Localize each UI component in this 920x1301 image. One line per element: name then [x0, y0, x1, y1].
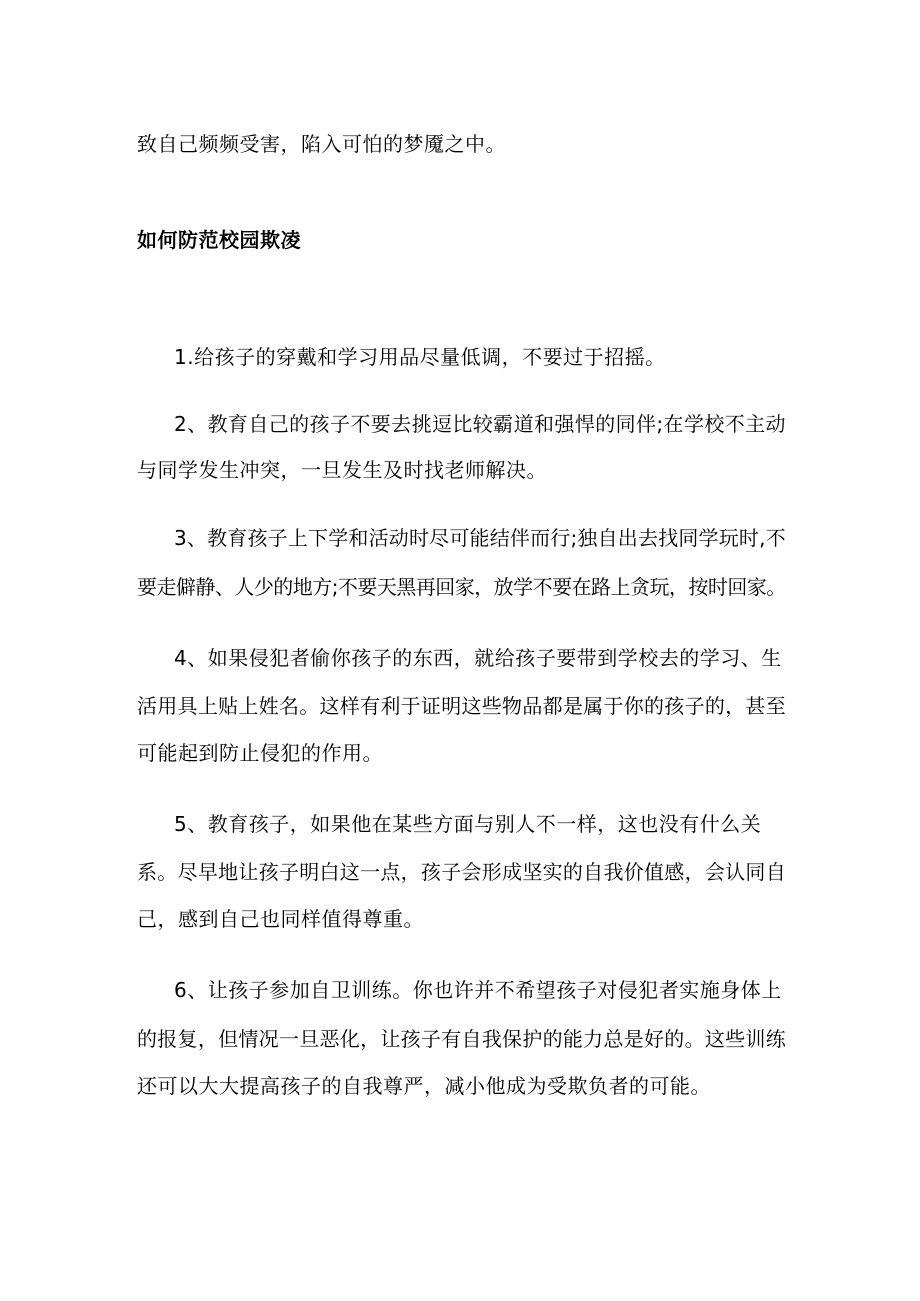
item-4-line-3: 可能起到防止侵犯的作用。 — [137, 741, 383, 765]
item-2-line-2: 与同学发生冲突，一旦发生及时找老师解决。 — [137, 458, 547, 482]
item-5-line-2: 系。尽早地让孩子明白这一点，孩子会形成坚实的自我价值感，会认同自 — [137, 860, 786, 884]
item-6-line-2: 的报复，但情况一旦恶化，让孩子有自我保护的能力总是好的。这些训练 — [137, 1027, 786, 1051]
item-1-line-1: 1.给孩子的穿戴和学习用品尽量低调，不要过于招摇。 — [174, 345, 666, 369]
intro-tail-line: 致自己频频受害，陷入可怕的梦魇之中。 — [137, 132, 506, 156]
item-3-line-2: 要走僻静、人少的地方;不要天黑再回家，放学不要在路上贪玩，按时回家。 — [137, 575, 786, 599]
item-5-line-1: 5、教育孩子，如果他在某些方面与别人不一样，这也没有什么关 — [174, 812, 762, 836]
item-5-line-3: 己，感到自己也同样值得尊重。 — [137, 907, 424, 931]
section-heading: 如何防范校园欺凌 — [137, 228, 301, 252]
item-2-line-1: 2、教育自己的孩子不要去挑逗比较霸道和强悍的同伴;在学校不主动 — [174, 412, 786, 436]
item-4-line-2: 活用具上贴上姓名。这样有利于证明这些物品都是属于你的孩子的，甚至 — [137, 694, 786, 718]
item-3-line-1: 3、教育孩子上下学和活动时尽可能结伴而行;独自出去找同学玩时,不 — [174, 526, 786, 550]
item-6-line-1: 6、让孩子参加自卫训练。你也许并不希望孩子对侵犯者实施身体上 — [174, 978, 782, 1002]
item-4-line-1: 4、如果侵犯者偷你孩子的东西，就给孩子要带到学校去的学习、生 — [174, 646, 782, 670]
item-6-line-3: 还可以大大提高孩子的自我尊严，减小他成为受欺负者的可能。 — [137, 1074, 711, 1098]
